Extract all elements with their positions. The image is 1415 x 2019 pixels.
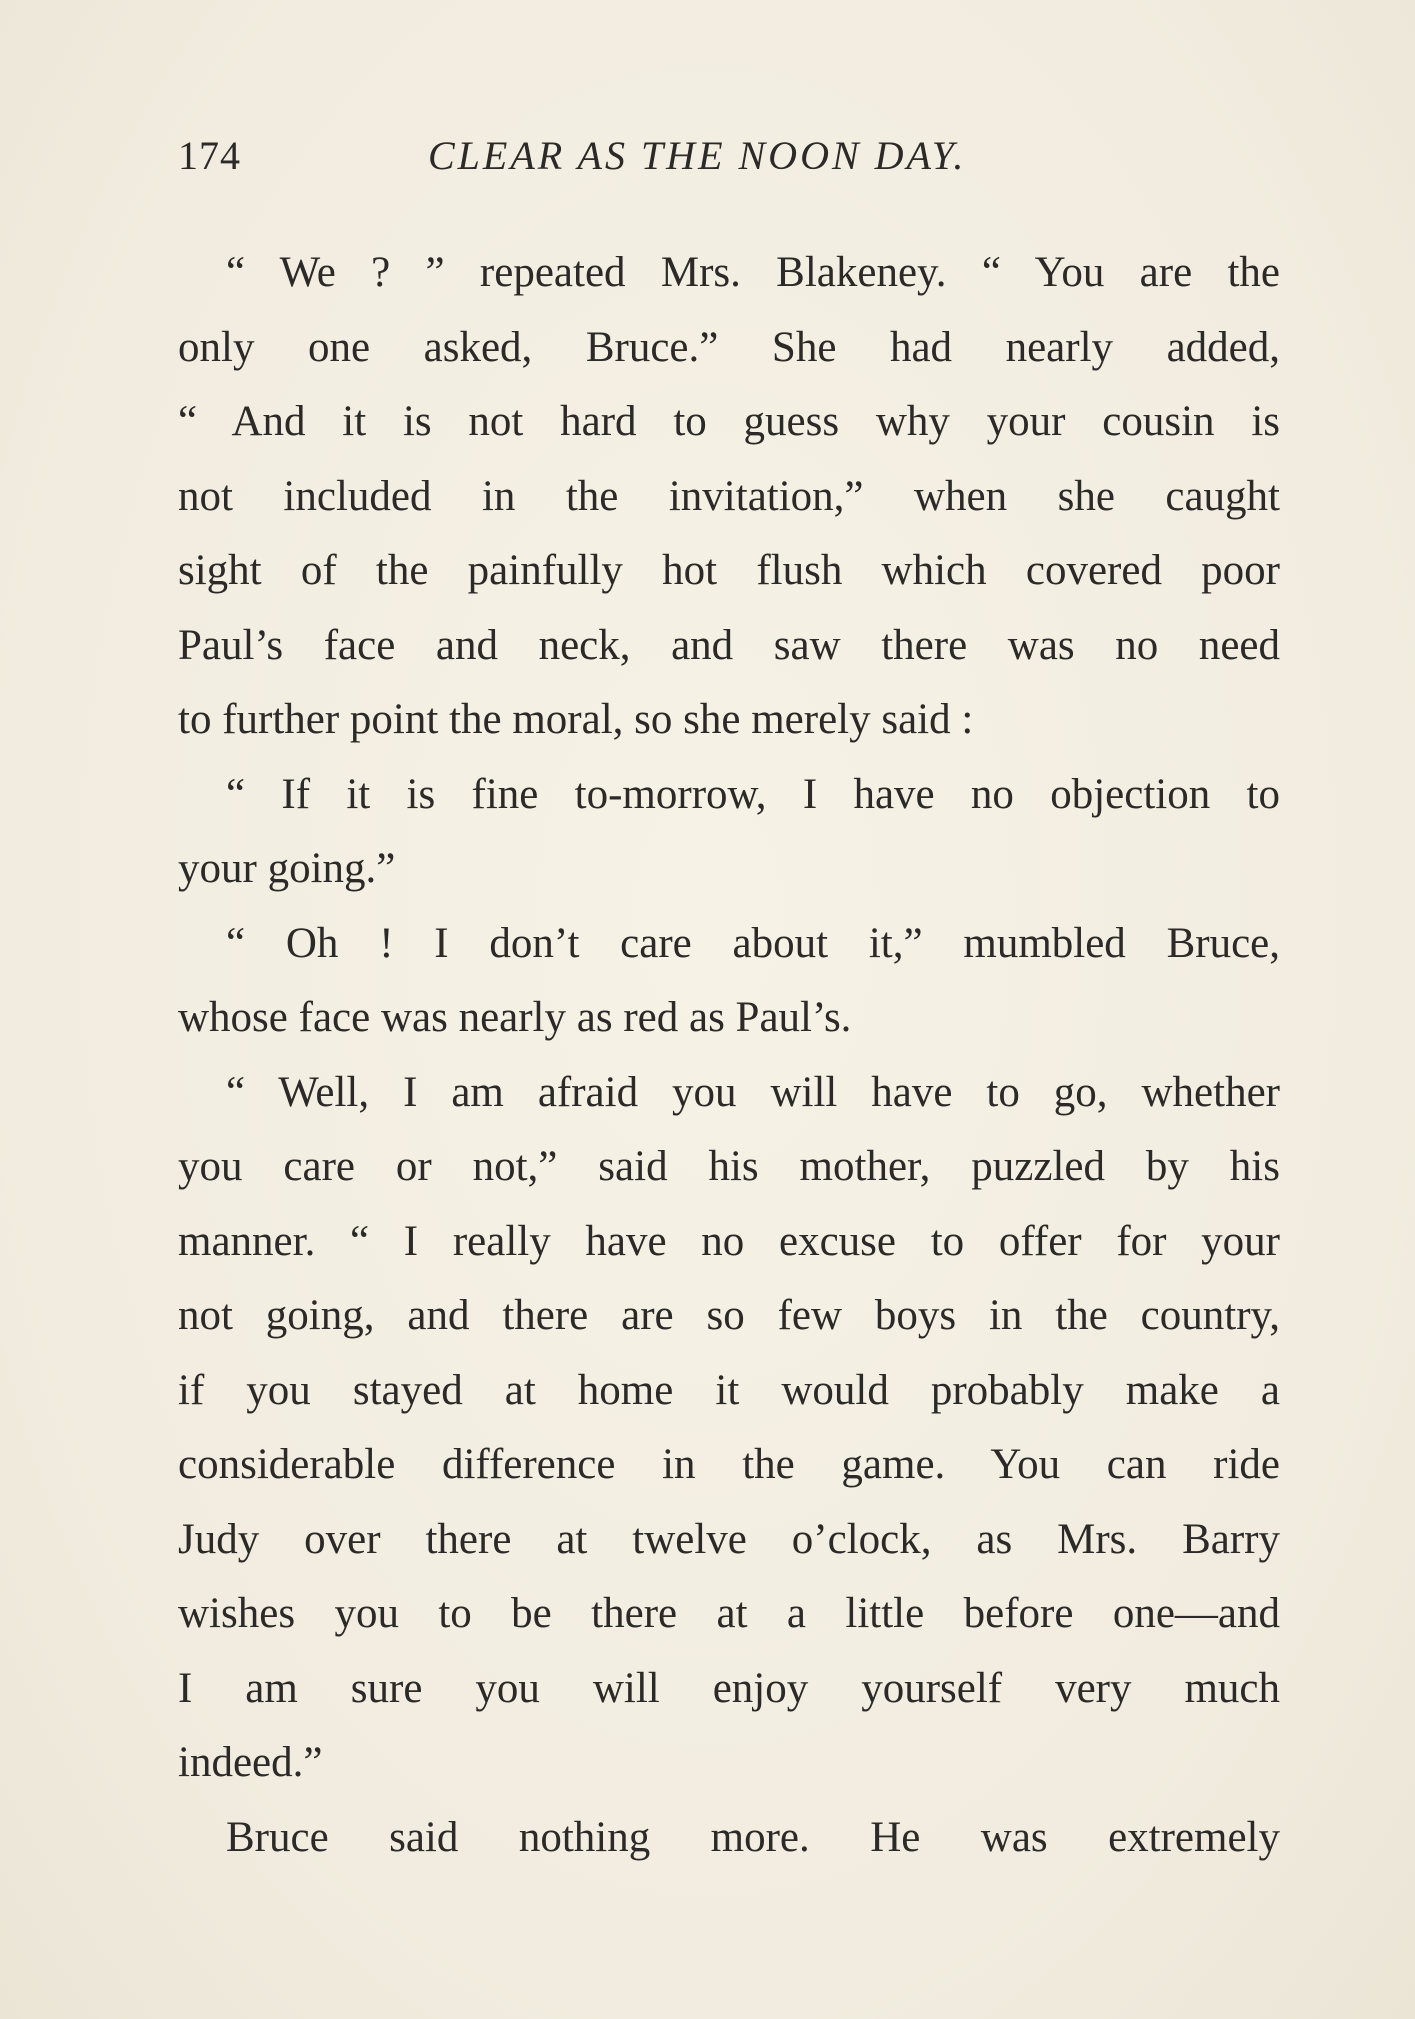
text-line: whose face was nearly as red as Paul’s. [178, 994, 852, 1041]
running-head [178, 132, 1278, 192]
text-line: not going, and there are so few boys in the country, [178, 1292, 1280, 1339]
text-line: Judy over there at twelve o’clock, as Mrs. Barry [178, 1515, 1280, 1563]
text-line: not included in the invitation,” when she caught [178, 472, 1280, 520]
text-line: “ Oh ! I don’t care about it,” mumbled Bruce, [226, 919, 1280, 967]
text-line: you care or not,” said his mother, puzzled by his [178, 1143, 1280, 1190]
text-line: sight of the painfully hot flush which covered poor [178, 547, 1280, 594]
text-line: only one asked, Bruce.” She had nearly added, [178, 323, 1280, 371]
text-line: “ If it is fine to-morrow, I have no objection to [226, 770, 1280, 818]
text-line: considerable difference in the game. You can ride [178, 1441, 1280, 1488]
text-line: manner. “ I really have no excuse to offer for your [178, 1217, 1280, 1265]
text-line: Bruce said nothing more. He was extremely [226, 1813, 1280, 1861]
text-line: “ We ? ” repeated Mrs. Blakeney. “ You are the [226, 249, 1280, 296]
text-line: “ Well, I am afraid you will have to go, whether [226, 1068, 1280, 1116]
text-line: your going.” [178, 845, 396, 892]
text-line: I am sure you will enjoy yourself very much [178, 1664, 1280, 1712]
body-text [178, 236, 1280, 1875]
text-line: wishes you to be there at a little before one—and [178, 1590, 1280, 1637]
running-title: CLEAR AS THE NOON DAY. [428, 133, 967, 178]
text-line: to further point the moral, so she merely said : [178, 696, 974, 743]
page-number: 174 [178, 133, 241, 178]
text-line: “ And it is not hard to guess why your cousin is [178, 398, 1280, 445]
text-line: indeed.” [178, 1739, 323, 1786]
text-line: if you stayed at home it would probably make a [178, 1366, 1280, 1414]
text-line: Paul’s face and neck, and saw there was no need [178, 621, 1280, 669]
